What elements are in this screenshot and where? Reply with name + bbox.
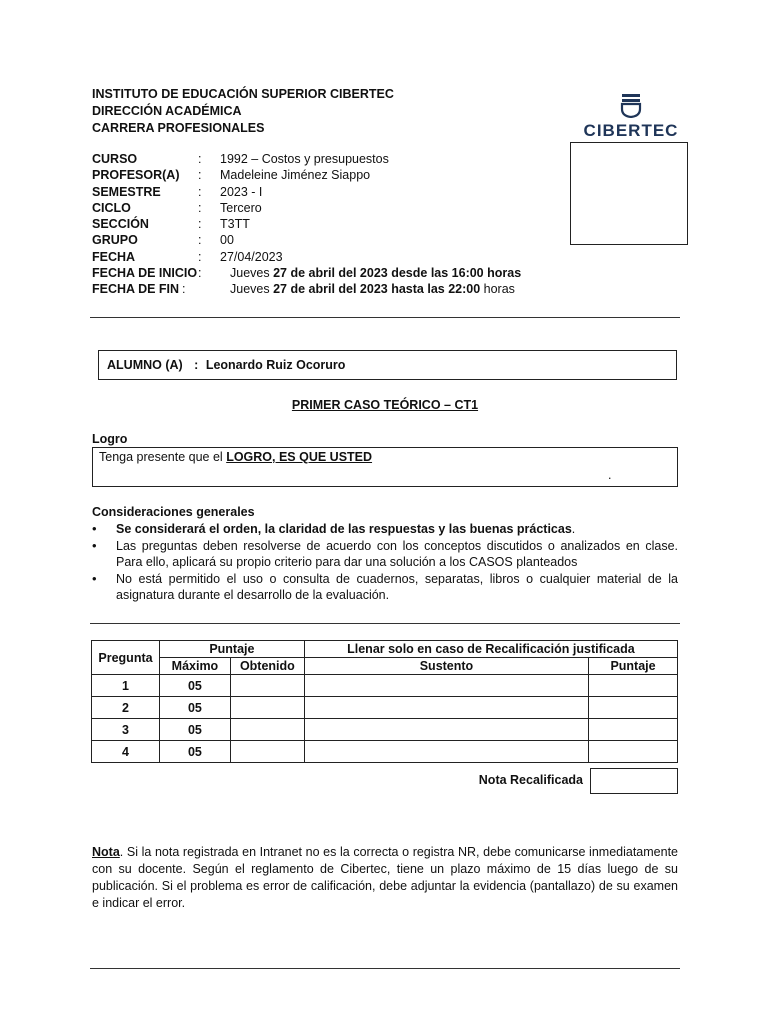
max-score: 05 [159,697,230,719]
list-item-text: Se considerará el orden, la claridad de las respuestas y las buenas prácticas [116,522,572,536]
divider [90,623,680,624]
table-row [92,697,678,719]
table-row [92,675,678,697]
nota-paragraph [92,844,678,912]
info-value: 27/04/2023 [220,249,283,264]
info-colon: : [198,249,202,264]
obtained-cell [230,675,304,697]
info-value: Tercero [220,200,262,215]
logro-label: Logro [92,432,128,446]
grades-table [91,640,678,763]
info-colon: : [182,282,186,297]
info-colon: : [198,233,202,248]
nota-recalificada-box [590,768,678,794]
academic-direction: DIRECCIÓN ACADÉMICA [92,104,242,118]
max-score: 05 [159,675,230,697]
exam-title-text: PRIMER CASO TEÓRICO – CT1 [291,398,479,412]
logo-text: CIBERTEC [583,121,679,140]
info-colon: : [198,168,202,183]
sustento-cell [304,675,588,697]
institution-header [92,86,394,137]
considerations-list [92,521,678,604]
shield-icon [618,92,644,118]
logro-box [92,447,678,487]
info-value: Madeleine Jiménez Siappo [220,168,371,183]
list-item-tail: . [571,522,576,536]
recal-score-cell [589,675,678,697]
nota-recalificada-row [91,768,678,794]
info-colon: : [198,184,202,199]
fin-bold: 27 de abril del 2023 hasta las 22:00 [273,282,481,297]
table-subheader-row [92,658,678,675]
info-label: FECHA DE INICIO [92,266,198,281]
header-puntaje: Puntaje [159,641,304,658]
info-colon: : [198,266,202,281]
logro-text: Tenga presente que el [99,450,227,464]
question-number: 2 [92,697,160,719]
nota-text: . Si la nota registrada en Intranet no es la correcta o registra NR, debe comunicarse inmediatamente con su docente. Según el reglamento de Cibertec, tiene un plazo máximo de 15 días luego de su publicación. Si el problema es error de calificación, debe adjuntar la evidencia (pantallazo) de su examen e indicar el error. [92,845,678,910]
student-colon: : [194,358,199,372]
info-label: CURSO [92,152,138,166]
inicio-bold: 27 de abril del 2023 desde las 16:00 horas [273,266,522,281]
nota-recalificada-label: Nota Recalificada [478,773,583,787]
fin-pre: Jueves [230,282,274,297]
career-line: CARRERA PROFESIONALES [92,121,265,135]
obtained-cell [230,719,304,741]
info-colon: : [198,200,202,215]
info-label: CICLO [92,200,131,215]
header-puntaje-recal: Puntaje [589,658,678,675]
exam-title [92,398,678,412]
max-score: 05 [159,741,230,763]
info-label: GRUPO [92,233,138,248]
list-item [92,571,678,604]
recal-score-cell [589,719,678,741]
student-label: ALUMNO (A) [107,358,183,372]
header-obtenido: Obtenido [230,658,304,675]
table-header-row [92,641,678,658]
logro-dot: . [608,468,612,482]
list-item-text: No está permitido el uso o consulta de cuadernos, separatas, libros o cualquier material de la asignatura durante el desarrollo de la evaluación. [116,571,678,602]
header-pregunta: Pregunta [92,641,160,675]
info-value: 1992 – Costos y presupuestos [220,152,389,166]
bullet-icon: • [92,537,97,553]
info-label: SECCIÓN [92,217,149,232]
question-number: 1 [92,675,160,697]
header-maximo: Máximo [159,658,230,675]
info-colon: : [198,152,202,166]
bullet-icon: • [92,521,97,536]
info-value: 00 [220,233,234,248]
info-value: 2023 - I [220,184,263,199]
info-label: PROFESOR(A) [92,168,180,183]
info-colon: : [198,217,202,232]
table-row [92,719,678,741]
considerations-title: Consideraciones generales [92,505,255,519]
nota-label: Nota [92,845,120,859]
sustento-cell [304,719,588,741]
photo-box [570,142,688,245]
info-label: SEMESTRE [92,184,161,199]
institution-name: INSTITUTO DE EDUCACIÓN SUPERIOR CIBERTEC [92,87,394,101]
fin-post: horas [480,282,515,297]
sustento-cell [304,741,588,763]
info-label: FECHA DE FIN [92,282,180,297]
header-recalificacion: Llenar solo en caso de Recalificación justificada [304,641,677,658]
list-item [92,521,678,538]
logro-bold: LOGRO, ES QUE USTED [226,450,373,464]
student-name: Leonardo Ruiz Ocoruro [205,358,346,372]
info-value [230,265,521,281]
list-item-text: Las preguntas deben resolverse de acuerdo con los conceptos discutidos o analizados en clase. Para ello, aplicará su propio criterio para dar una solución a los CASOS planteados [116,538,678,569]
table-row [92,741,678,763]
cibertec-logo [582,92,680,141]
info-value: T3TT [220,217,250,232]
inicio-pre: Jueves [230,266,274,281]
info-label: FECHA [92,249,136,264]
question-number: 3 [92,719,160,741]
divider [90,968,680,969]
list-item [92,538,678,571]
info-value [230,281,515,297]
question-number: 4 [92,741,160,763]
divider [90,317,680,318]
bullet-icon: • [92,570,97,586]
sustento-cell [304,697,588,719]
student-box [98,350,677,380]
header-sustento: Sustento [304,658,588,675]
recal-score-cell [589,697,678,719]
recal-score-cell [589,741,678,763]
obtained-cell [230,741,304,763]
max-score: 05 [159,719,230,741]
obtained-cell [230,697,304,719]
